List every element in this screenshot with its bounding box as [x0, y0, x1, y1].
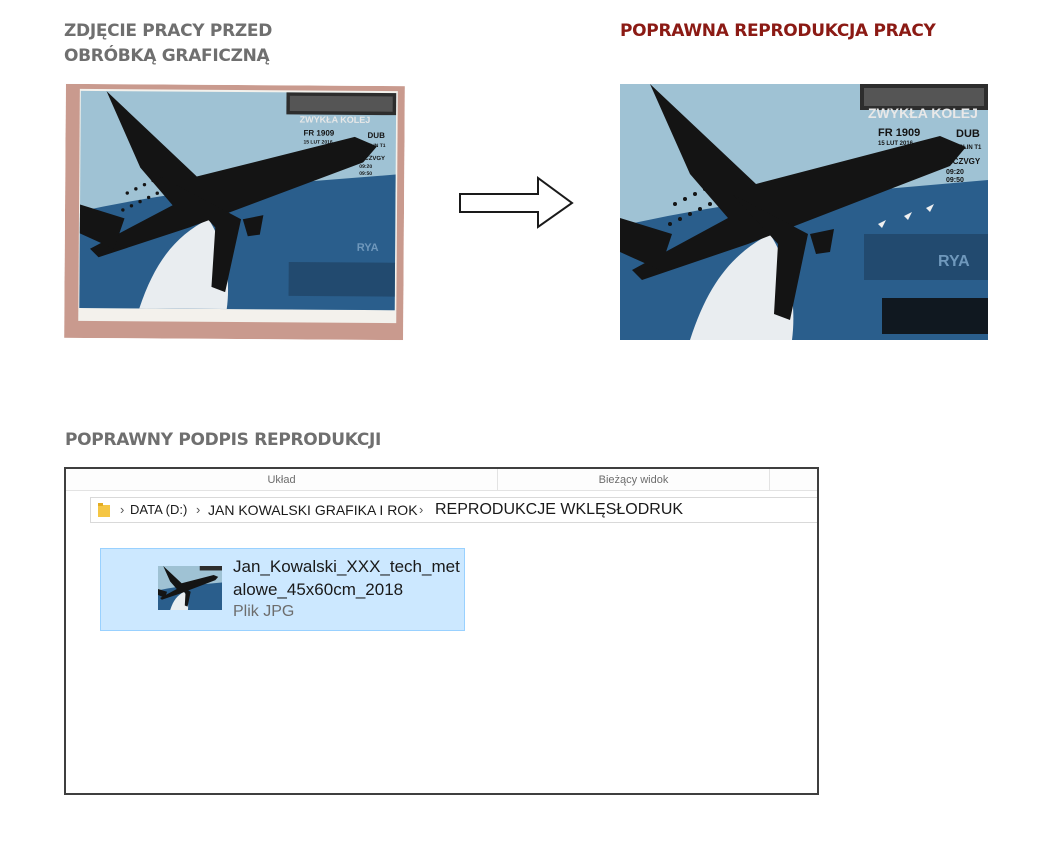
file-type: Plik JPG — [233, 603, 295, 620]
file-item-selected[interactable] — [100, 548, 465, 631]
artwork-destination-text: DUB — [956, 128, 980, 140]
before-photo-title-line-2: OBRÓBKĄ GRAFICZNĄ — [64, 46, 270, 66]
breadcrumb-folder-current[interactable]: REPRODUKCJE WKLĘSŁODRUK — [435, 501, 684, 518]
artwork-flight-text: FR 1909 — [878, 127, 921, 139]
before-photo-title — [64, 19, 364, 69]
ribbon-group-layout[interactable]: Układ — [66, 469, 498, 491]
after-photo-title: POPRAWNA REPRODUKCJA PRACY — [620, 21, 936, 41]
artwork-time1-text-before: 09:20 — [359, 163, 373, 170]
artwork-brand-text-before: RYA — [356, 241, 379, 255]
right-arrow-icon — [458, 176, 576, 230]
artwork-airport-text-before: DUBLIN T1 — [359, 142, 386, 150]
explorer-ribbon — [66, 469, 817, 491]
artwork-time2-text: 09:50 — [946, 177, 964, 184]
breadcrumb-drive[interactable]: DATA (D:) — [130, 502, 188, 517]
artwork-photo-before — [64, 84, 405, 340]
artwork-stamp-text: ZWYKŁA KOLEJ — [868, 105, 978, 121]
artwork-stamp-text-before: ZWYKŁA KOLEJ — [299, 114, 371, 125]
caption-title: POPRAWNY PODPIS REPRODUKCJI — [65, 430, 382, 450]
artwork-date-text-before: 15 LUT 2016 — [303, 139, 333, 146]
artwork-code-text-before: MCZVGY — [359, 155, 386, 163]
file-thumbnail — [158, 566, 222, 610]
before-photo-title-line-1: ZDJĘCIE PRACY PRZED — [64, 21, 273, 41]
ribbon-group-current-view[interactable]: Bieżący widok — [498, 469, 770, 491]
artwork-airport-text: DUBLIN T1 — [950, 145, 982, 151]
folder-icon — [98, 503, 110, 517]
artwork-code-text: MCZVGY — [946, 157, 981, 166]
chevron-right-icon[interactable]: › — [419, 502, 424, 517]
artwork-time2-text-before: 09:50 — [359, 170, 373, 177]
file-name: Jan_Kowalski_XXX_tech_metalowe_45x60cm_2018 — [233, 557, 460, 599]
chevron-right-icon[interactable]: › — [120, 502, 125, 517]
file-explorer-window — [64, 467, 819, 795]
address-bar[interactable] — [90, 497, 817, 523]
breadcrumb-folder-student[interactable]: JAN KOWALSKI GRAFIKA I ROK — [208, 502, 418, 518]
artwork-brand-text: RYA — [938, 253, 970, 270]
artwork-destination-text-before: DUB — [367, 130, 385, 141]
chevron-right-icon[interactable]: › — [196, 502, 201, 517]
artwork-time1-text: 09:20 — [946, 169, 964, 176]
artwork-date-text: 15 LUT 2016 — [878, 141, 914, 147]
artwork-reproduction-after — [620, 84, 988, 340]
artwork-flight-text-before: FR 1909 — [303, 128, 335, 138]
